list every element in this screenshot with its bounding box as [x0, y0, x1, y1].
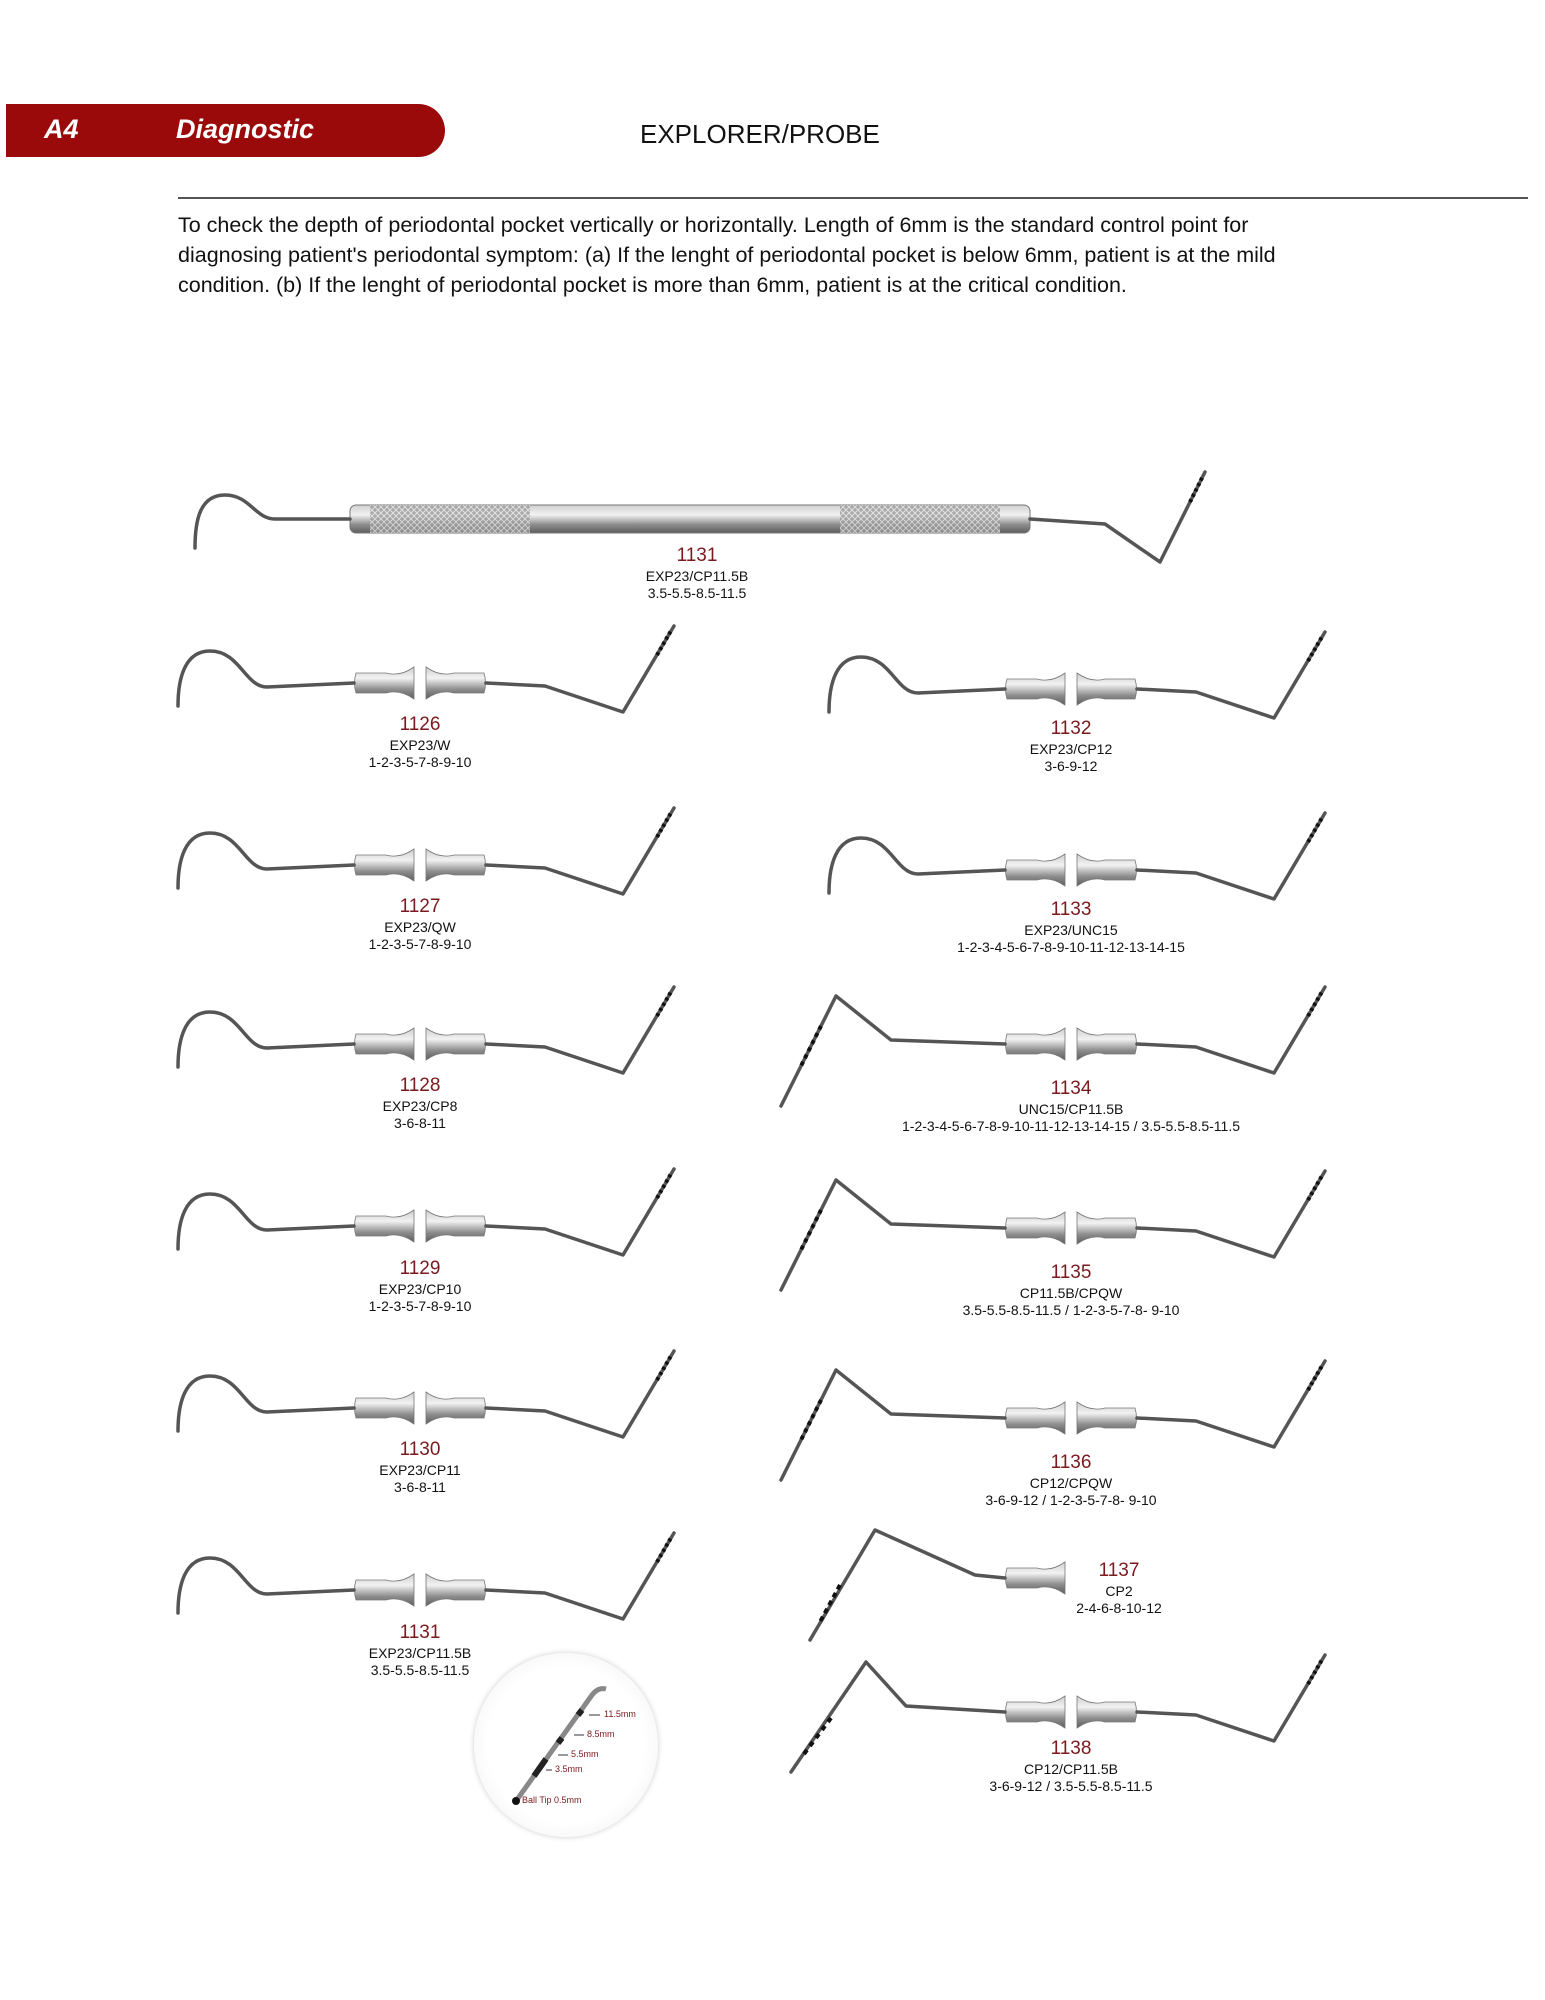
product-number: 1133	[1050, 899, 1092, 920]
product-label	[383, 1075, 458, 1131]
product-number: 1132	[1050, 718, 1092, 739]
probe-tip-right	[486, 626, 674, 712]
handle-grip	[355, 1028, 415, 1060]
handle-grip	[1077, 1402, 1137, 1434]
mark-label: 11.5mm	[604, 1709, 636, 1719]
probe-tip-right	[1137, 1361, 1325, 1447]
product-code: EXP23/QW	[384, 918, 456, 935]
knurled-grip	[840, 505, 1000, 533]
probe-tip-right	[486, 808, 674, 894]
product-markings: 2-4-6-8-10-12	[1076, 1599, 1162, 1616]
tip-detail-magnifier	[474, 1653, 658, 1837]
section-title: Diagnostic	[176, 114, 315, 144]
product-code: EXP23/CP11.5B	[368, 1644, 472, 1661]
mark-label: Ball Tip 0.5mm	[522, 1795, 582, 1805]
probe-tip-right	[486, 1533, 674, 1619]
handle-grip	[1077, 1212, 1137, 1244]
product-label	[369, 896, 472, 952]
page-title: EXPLORER/PROBE	[640, 119, 880, 149]
product-markings: 1-2-3-5-7-8-9-10	[368, 935, 472, 952]
handle-grip	[355, 1210, 415, 1242]
product-number: 1137	[1098, 1560, 1140, 1581]
handle-grip	[355, 1392, 415, 1424]
handle-grip	[355, 667, 415, 699]
product-label	[963, 1262, 1180, 1318]
explorer-hook	[829, 657, 1005, 712]
product-label	[369, 1258, 472, 1314]
handle-grip	[426, 1574, 486, 1606]
explorer-hook	[178, 833, 354, 888]
product-label	[369, 714, 472, 770]
explorer-hook	[178, 1194, 354, 1249]
probe-markings	[801, 1718, 831, 1758]
probe-tip-right	[1137, 813, 1325, 899]
product-markings: 3-6-9-12 / 3.5-5.5-8.5-11.5	[989, 1777, 1153, 1794]
probe-tip-left	[791, 1662, 1005, 1772]
handle-grip	[1077, 1028, 1137, 1060]
product-markings: 3.5-5.5-8.5-11.5	[370, 1661, 470, 1678]
explorer-hook	[178, 651, 354, 706]
handle-grip	[1077, 854, 1137, 886]
section-code: A4	[44, 114, 79, 144]
product-number: 1128	[399, 1075, 441, 1096]
product-code: EXP23/CP10	[378, 1280, 462, 1297]
probe-tip-right	[486, 987, 674, 1073]
handle-grip	[1006, 1028, 1066, 1060]
product-markings: 3-6-8-11	[394, 1114, 446, 1131]
handle-grip	[355, 1574, 415, 1606]
product-label	[646, 545, 748, 601]
handle-grip	[426, 1392, 486, 1424]
mark-label: 8.5mm	[587, 1729, 615, 1739]
handle-grip	[1006, 854, 1066, 886]
handle-grip	[355, 849, 415, 881]
product-markings: 1-2-3-4-5-6-7-8-9-10-11-12-13-14-15	[957, 938, 1185, 955]
explorer-hook	[178, 1558, 354, 1613]
product-code: CP12/CPQW	[1029, 1474, 1113, 1491]
product-markings: 1-2-3-5-7-8-9-10	[368, 753, 472, 770]
product-number: 1130	[399, 1439, 441, 1460]
product-code: CP11.5B/CPQW	[1019, 1284, 1123, 1301]
product-label	[985, 1452, 1156, 1508]
handle-grip	[426, 667, 486, 699]
product-markings: 3-6-9-12 / 1-2-3-5-7-8- 9-10	[985, 1491, 1157, 1508]
product-number: 1129	[399, 1258, 441, 1279]
explorer-hook	[829, 838, 1005, 893]
product-number: 1138	[1050, 1738, 1092, 1759]
product-code: EXP23/W	[389, 736, 451, 753]
handle-grip	[1006, 1696, 1066, 1728]
mark-label: 5.5mm	[571, 1749, 599, 1759]
probe-tip-right	[486, 1169, 674, 1255]
product-code: EXP23/CP11.5B	[645, 567, 749, 584]
product-label	[989, 1738, 1152, 1794]
product-label	[369, 1622, 471, 1678]
explorer-hook	[178, 1376, 354, 1431]
handle-grip	[426, 849, 486, 881]
product-code: EXP23/CP11	[379, 1461, 461, 1478]
handle-grip	[426, 1210, 486, 1242]
probe-tip-right	[1137, 987, 1325, 1073]
product-number: 1126	[399, 714, 441, 735]
product-number: 1127	[399, 896, 441, 917]
product-number: 1131	[676, 545, 718, 566]
product-markings: 3-6-9-12	[1044, 757, 1098, 774]
product-code: EXP23/CP8	[382, 1097, 458, 1114]
product-code: CP12/CP11.5B	[1024, 1760, 1118, 1777]
intro-paragraph: To check the depth of periodontal pocket vertically or horizontally. Length of 6mm is the standard control point for diagnosing patient's periodontal symptom: (a) If the lenght of periodontal pocket is below 6mm, patient is at the mild condition. (b) If the lenght of periodontal pocket is more than 6mm, patient is at the critical condition.	[178, 213, 1276, 297]
handle-grip	[426, 1028, 486, 1060]
product-label	[957, 899, 1185, 955]
product-label	[1030, 718, 1113, 774]
product-code: UNC15/CP11.5B	[1018, 1100, 1124, 1117]
product-number: 1134	[1050, 1078, 1092, 1099]
probe-tip-right	[1137, 1655, 1325, 1741]
product-label	[379, 1439, 460, 1495]
product-number: 1135	[1050, 1262, 1092, 1283]
probe-tip-right	[1030, 472, 1205, 562]
handle-grip	[1006, 1562, 1066, 1594]
product-code: CP2	[1105, 1582, 1133, 1599]
product-number: 1136	[1050, 1452, 1092, 1473]
product-markings: 1-2-3-5-7-8-9-10	[368, 1297, 472, 1314]
product-markings: 3-6-8-11	[394, 1478, 446, 1495]
product-code: EXP23/UNC15	[1024, 921, 1118, 938]
product-label	[902, 1078, 1240, 1134]
probe-tip-right	[1137, 1171, 1325, 1257]
product-markings: 3.5-5.5-8.5-11.5 / 1-2-3-5-7-8- 9-10	[962, 1301, 1180, 1318]
mark-label: 3.5mm	[555, 1764, 583, 1774]
product-code: EXP23/CP12	[1029, 740, 1113, 757]
handle-grip	[1077, 673, 1137, 705]
probe-tip-left	[781, 1370, 1005, 1480]
ball-tip-icon	[512, 1797, 520, 1805]
handle-grip	[1006, 1402, 1066, 1434]
product-markings: 1-2-3-4-5-6-7-8-9-10-11-12-13-14-15 / 3.5-5.5-8.5-11.5	[902, 1117, 1240, 1134]
product-number: 1131	[399, 1622, 441, 1643]
product-markings: 3.5-5.5-8.5-11.5	[647, 584, 747, 601]
probe-tip-right	[486, 1351, 674, 1437]
explorer-hook	[195, 495, 350, 548]
handle-grip	[1006, 673, 1066, 705]
knurled-grip	[370, 505, 530, 533]
probe-tip-detail	[516, 1689, 606, 1801]
handle-grip	[1077, 1696, 1137, 1728]
explorer-hook	[178, 1012, 354, 1067]
probe-tip-right	[1137, 632, 1325, 718]
handle-grip	[1006, 1212, 1066, 1244]
product-label	[1076, 1560, 1162, 1616]
